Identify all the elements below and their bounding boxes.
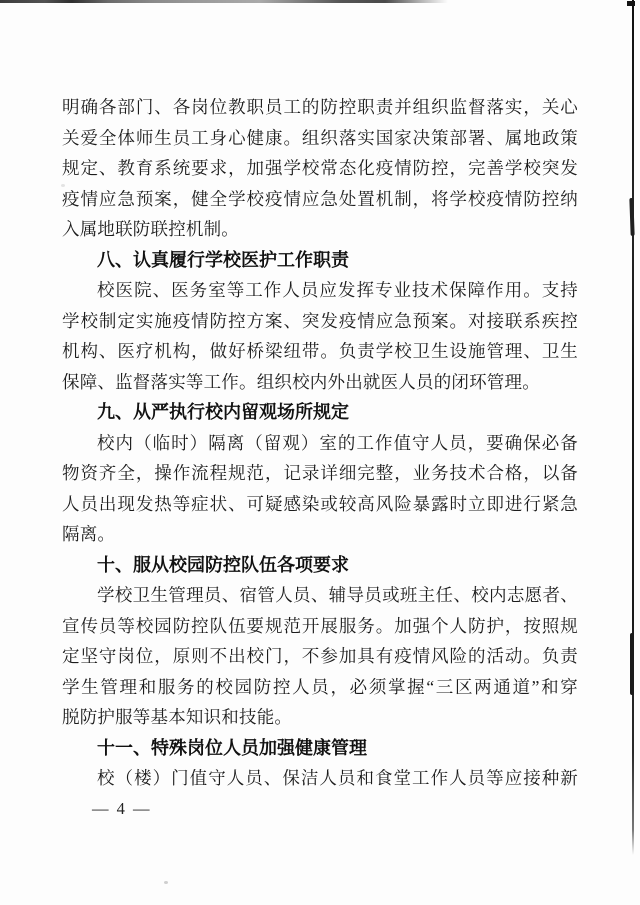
paragraph-line: 校（楼）门值守人员、保洁人员和食堂工作人员等应接种新 (97, 768, 578, 788)
paragraph-line: 入属地联防联控机制。 (62, 219, 239, 239)
paragraph-line: 校内（临时）隔离（留观）室的工作值守人员，要确保必备 (97, 432, 578, 453)
paragraph-line: 学校制定实施疫情防控方案、突发疫情应急预案。对接联系疾控 (62, 310, 578, 331)
paragraph-line: 脱防护服等基本知识和技能。 (62, 707, 293, 727)
heading-section-8: 八、认真履行学校医护工作职责 (97, 249, 349, 270)
paragraph-line: 宣传员等校园防控队伍要规范开展服务。加强个人防护，按照规 (62, 615, 578, 636)
document-body (62, 92, 578, 794)
paragraph-line: 规定、教育系统要求，加强学校常态化疫情防控，完善学校突发 (62, 158, 578, 178)
paragraph-line: 人员出现发热等症状、可疑感染或较高风险暴露时立即进行紧急 (62, 493, 578, 514)
heading-section-11: 十一、特殊岗位人员加强健康管理 (97, 737, 367, 758)
paragraph-line: 明确各部门、各岗位教职员工的防控职责并组织监督落实，关心 (62, 97, 578, 117)
top-edge-scan-artifact (0, 0, 448, 3)
paragraph-line: 学生管理和服务的校园防控人员，必须掌握“三区两通道”和穿 (62, 676, 578, 697)
page-number: — 4 — (92, 799, 152, 818)
paragraph-line: 定坚守岗位，原则不出校门，不参加具有疫情风险的活动。负责 (62, 646, 578, 666)
scan-speck (164, 881, 168, 884)
right-edge-scan-artifact-blot (630, 633, 634, 695)
paragraph-line: 关爱全体师生员工身心健康。组织落实国家决策部署、属地政策 (62, 127, 578, 148)
paragraph-line: 疫情应急预案，健全学校疫情应急处置机制，将学校疫情防控纳 (62, 188, 578, 209)
heading-section-10: 十、服从校园防控队伍各项要求 (97, 554, 349, 575)
paragraph-line: 机构、医疗机构，做好桥梁纽带。负责学校卫生设施管理、卫生 (62, 341, 578, 361)
paragraph-line: 隔离。 (62, 524, 116, 544)
right-edge-scan-artifact (632, 0, 634, 855)
paragraph-line: 物资齐全，操作流程规范，记录详细完整，业务技术合格，以备 (62, 463, 578, 483)
paragraph-line: 保障、监督落实等工作。组织校内外出就医人员的闭环管理。 (62, 371, 540, 392)
paragraph-line: 学校卫生管理员、宿管人员、辅导员或班主任、校内志愿者、 (97, 585, 578, 605)
right-edge-scan-artifact-hook (627, 1, 635, 6)
heading-section-9: 九、从严执行校内留观场所规定 (97, 402, 349, 422)
paragraph-line: 校医院、医务室等工作人员应发挥专业技术保障作用。支持 (97, 280, 578, 300)
